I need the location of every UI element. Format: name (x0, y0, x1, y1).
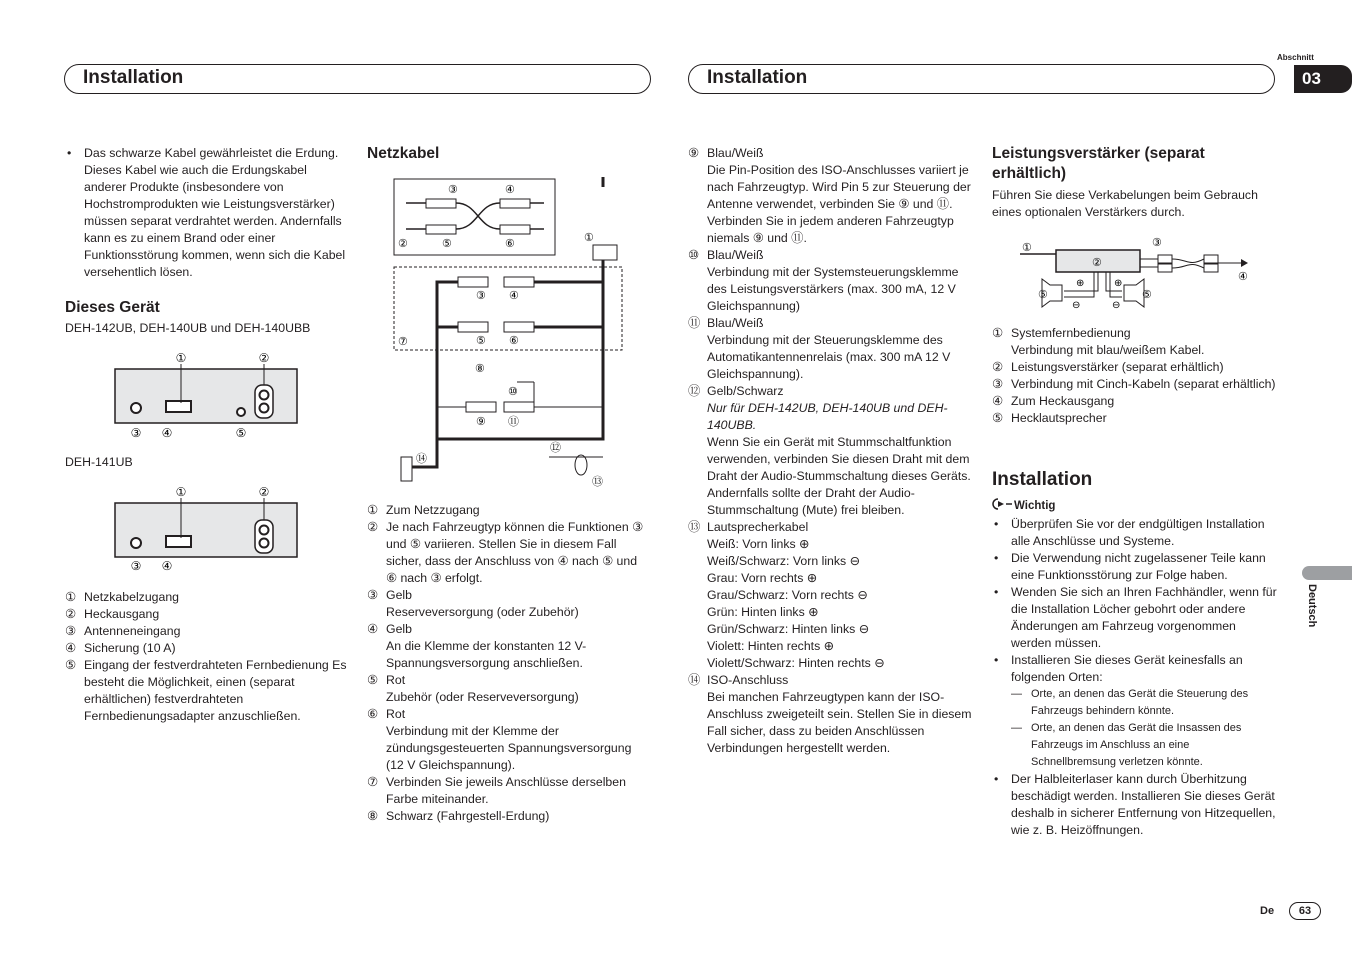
installation-subitem: — Orte, an denen das Gerät die Insassen des Fahrzeugs im Anschluss an eine Schnellbremsung verletzen könnte. (992, 720, 1277, 771)
label-8: ⑧ (475, 363, 485, 375)
column-1 (65, 145, 347, 337)
power-cable-legend (367, 502, 650, 825)
label-2: ② (398, 238, 408, 250)
label-13: ⑬ (592, 476, 603, 488)
page-title-right: Installation (707, 67, 808, 88)
label-14: ⑭ (416, 453, 427, 465)
ground-cable-note: • Das schwarze Kabel gewährleistet die Erdung. Dieses Kabel wie auch die Erdungskabel anderer Produkte (insbesondere von Hochstromprodukten wie Leistungsverstärker) müssen separat verdrahtet werden. Andernfalls kann es zu einem Brand oder einer Funktionsstörung kommen, wenn sich die Kabel versehentlich lösen. (65, 145, 347, 281)
installation-bullet: • Überprüfen Sie vor der endgültigen Installation alle Anschlüsse und Systeme. (992, 516, 1277, 550)
label-3: ③ (448, 184, 458, 196)
legend-item: Verbindung mit blau/weißem Kabel. (1011, 343, 1205, 357)
legend-item: Die Pin-Position des ISO-Anschlusses variiert je nach Fahrzeugtyp. Wird Pin 5 zur Steuerung der Antenne verwendet, verbinden Sie ⑨ und ⑪. Verbinden Sie in jedem anderen Fahrzeugtyp niemals ⑨ und ⑪. (707, 163, 971, 245)
label-1: ① (175, 485, 187, 499)
installation-section (992, 468, 1277, 839)
legend-item: Weiß/Schwarz: Vorn links ⊖ (707, 554, 860, 568)
amplifier-intro: Führen Sie diese Verkabelungen beim Gebrauch eines optionalen Verstärkers durch. (992, 188, 1258, 219)
label-4: ④ (505, 184, 515, 196)
device-rear-diagram-2 (100, 479, 320, 577)
label-4: ④ (161, 559, 173, 573)
header-bar-right (688, 64, 1275, 94)
label-1: ① (175, 351, 187, 365)
label-2: ② (258, 351, 270, 365)
label-10: ⑩ (508, 386, 518, 398)
amplifier-diagram (1010, 233, 1260, 313)
label-3: ③ (1152, 237, 1162, 249)
label-11: ⑪ (508, 416, 519, 428)
heading-power-cable: Netzkabel (367, 145, 440, 162)
legend-item: An die Klemme der konstanten 12 V-Spannungsversorgung anschließen. (386, 639, 587, 670)
label-2: ② (1092, 257, 1102, 269)
legend-item: Grau/Schwarz: Vorn rechts ⊖ (707, 588, 868, 602)
legend-item: ⑦ Verbinden Sie jeweils Anschlüsse derselben Farbe miteinander. (367, 775, 626, 806)
label-7: ⑦ (398, 336, 408, 348)
svg-text:⊖: ⊖ (1112, 300, 1121, 311)
legend-item: ⑤ Hecklautsprecher (992, 411, 1107, 425)
legend-item: Verbindung mit der Klemme der zündungsgesteuerten Spannungsversorgung (12 V Gleichspannung). (386, 724, 632, 772)
label-1: ① (1022, 242, 1032, 254)
installation-bullet: • Die Verwendung nicht zugelassener Teile kann eine Funktionsstörung zur Folge haben. (992, 550, 1277, 584)
label-4: ④ (509, 290, 519, 302)
legend-item: ③ Antenneneingang (65, 624, 181, 638)
installation-bullet: • Installieren Sie dieses Gerät keinesfalls an folgenden Orten: (992, 652, 1277, 686)
label-5: ⑤ (1038, 289, 1048, 301)
legend-item: ⑬ Lautsprecherkabel (688, 520, 809, 534)
legend-item: ② Je nach Fahrzeugtyp können die Funktionen ③ und ⑤ variieren. Stellen Sie in diesem Fall sicher, dass der Anschluss von ④ nach ⑤ und ⑥ nach ③ erfolgt. (367, 520, 644, 585)
label-9: ⑨ (476, 416, 486, 428)
installation-subitem: — Orte, an denen das Gerät die Steuerung des Fahrzeugs behindern könnte. (992, 686, 1277, 720)
legend-item: ④ Zum Heckausgang (992, 394, 1115, 408)
legend-item: ⑪ Blau/Weiß (688, 316, 764, 330)
installation-bullet: • Wenden Sie sich an Ihren Fachhändler, wenn für die Installation Löcher gebohrt oder andere Änderungen am Fahrzeug vorgenommen werden müssen. (992, 584, 1277, 652)
power-cable-diagram (392, 177, 632, 489)
heading-device: Dieses Gerät (65, 299, 160, 316)
label-4: ④ (161, 426, 173, 440)
svg-text:⊕: ⊕ (1076, 278, 1085, 289)
legend-item: ⑥ Rot (367, 707, 406, 721)
label-3: ③ (130, 426, 142, 440)
legend-item: Grau: Vorn rechts ⊕ (707, 571, 818, 585)
legend-item: ⑨ Blau/Weiß (688, 146, 764, 160)
header-bar-left (64, 64, 651, 94)
legend-item: ④ Gelb (367, 622, 412, 636)
device-legend (65, 589, 347, 725)
section-number: 03 (1294, 65, 1352, 93)
label-4: ④ (1238, 271, 1248, 283)
models-secondary: DEH-141UB (65, 455, 133, 469)
label-3: ③ (130, 559, 142, 573)
label-6: ⑥ (505, 238, 515, 250)
legend-item: ③ Gelb (367, 588, 412, 602)
label-5: ⑤ (442, 238, 452, 250)
legend-item: Violett/Schwarz: Hinten rechts ⊖ (707, 656, 885, 670)
legend-item: ⑩ Blau/Weiß (688, 248, 764, 262)
label-6: ⑥ (509, 335, 519, 347)
legend-item: ② Leistungsverstärker (separat erhältlich) (992, 360, 1224, 374)
legend-item: Verbindung mit der Systemsteuerungsklemme des Leistungsverstärkers (max. 300 mA, 12 V Gleichspannung) (707, 265, 959, 313)
legend-item: Weiß: Vorn links ⊕ (707, 537, 810, 551)
language-tab-marker (1302, 566, 1352, 580)
legend-item: Zubehör (oder Reserveversorgung) (386, 690, 579, 704)
legend-item: Wenn Sie ein Gerät mit Stummschaltfunktion verwenden, verbinden Sie diesen Draht mit dem Draht der Audio-Stummschaltung dieses Geräts. Andernfalls sollte der Draht der Audio-Stummschaltung (Mute) frei bleiben. (707, 435, 971, 517)
label-5: ⑤ (235, 426, 247, 440)
footer-language-code: De (1260, 905, 1275, 917)
important-note: Wichtig (992, 498, 1277, 515)
page-title-left: Installation (83, 67, 184, 88)
section-label: Abschnitt (1277, 53, 1314, 62)
legend-item: ⑫ Gelb/Schwarz (688, 384, 784, 398)
legend-item: ⑤ Rot (367, 673, 406, 687)
legend-item: ⑭ ISO-Anschluss (688, 673, 789, 687)
legend-item: ⑧ Schwarz (Fahrgestell-Erdung) (367, 809, 550, 823)
legend-item: ② Heckausgang (65, 607, 160, 621)
device-rear-diagram-1 (100, 345, 320, 445)
legend-item: ① Zum Netzzugang (367, 503, 480, 517)
installation-bullet: • Der Halbleiterlaser kann durch Überhitzung beschädigt werden. Installieren Sie dieses Gerät deshalb in sicherer Entfernung von Hitzequellen, wie z. B. Heizöffnungen. (992, 771, 1277, 839)
column-4-top (992, 144, 1277, 221)
label-1: ① (584, 232, 594, 244)
important-icon (992, 498, 1014, 510)
legend-item: Nur für DEH-142UB, DEH-140UB und DEH-140UBB. (707, 401, 948, 432)
svg-text:⊖: ⊖ (1072, 300, 1081, 311)
legend-item: Bei manchen Fahrzeugtypen kann der ISO-Anschluss zweigeteilt sein. Stellen Sie in diesem Fall sicher, dass zu beiden Anschlüssen Verbindungen hergestellt werden. (707, 690, 972, 755)
label-12: ⑫ (550, 442, 561, 454)
legend-item: ⑤ Eingang der festverdrahteten Fernbedienung Es besteht die Möglichkeit, einen (separat erhältlichen) festverdrahteten Fernbedienungsadapter anzuschließen. (65, 658, 347, 723)
language-tab-label: Deutsch (1306, 584, 1318, 628)
svg-text:⊕: ⊕ (1114, 278, 1123, 289)
legend-item: Grün: Hinten links ⊕ (707, 605, 819, 619)
amplifier-legend (992, 325, 1277, 427)
legend-item: ③ Verbindung mit Cinch-Kabeln (separat erhältlich) (992, 377, 1276, 391)
cable-legend-continued (688, 145, 973, 757)
heading-installation: Installation (992, 469, 1093, 490)
label-5: ⑤ (476, 335, 486, 347)
models-primary: DEH-142UB, DEH-140UB und DEH-140UBB (65, 321, 311, 335)
heading-amplifier: Leistungsverstärker (separat erhältlich) (992, 145, 1205, 182)
label-5: ⑤ (1142, 289, 1152, 301)
legend-item: Reserveversorgung (oder Zubehör) (386, 605, 579, 619)
legend-item: ① Netzkabelzugang (65, 590, 180, 604)
legend-item: Violett: Hinten rechts ⊕ (707, 639, 834, 653)
legend-item: Grün/Schwarz: Hinten links ⊖ (707, 622, 870, 636)
legend-item: ① Systemfernbedienung (992, 326, 1131, 340)
page-number: 63 (1289, 902, 1321, 920)
label-2: ② (258, 485, 270, 499)
label-3: ③ (476, 290, 486, 302)
legend-item: ④ Sicherung (10 A) (65, 641, 176, 655)
legend-item: Verbindung mit der Steuerungsklemme des Automatikantennenrelais (max. 300 mA 12 V Gleichspannung). (707, 333, 951, 381)
